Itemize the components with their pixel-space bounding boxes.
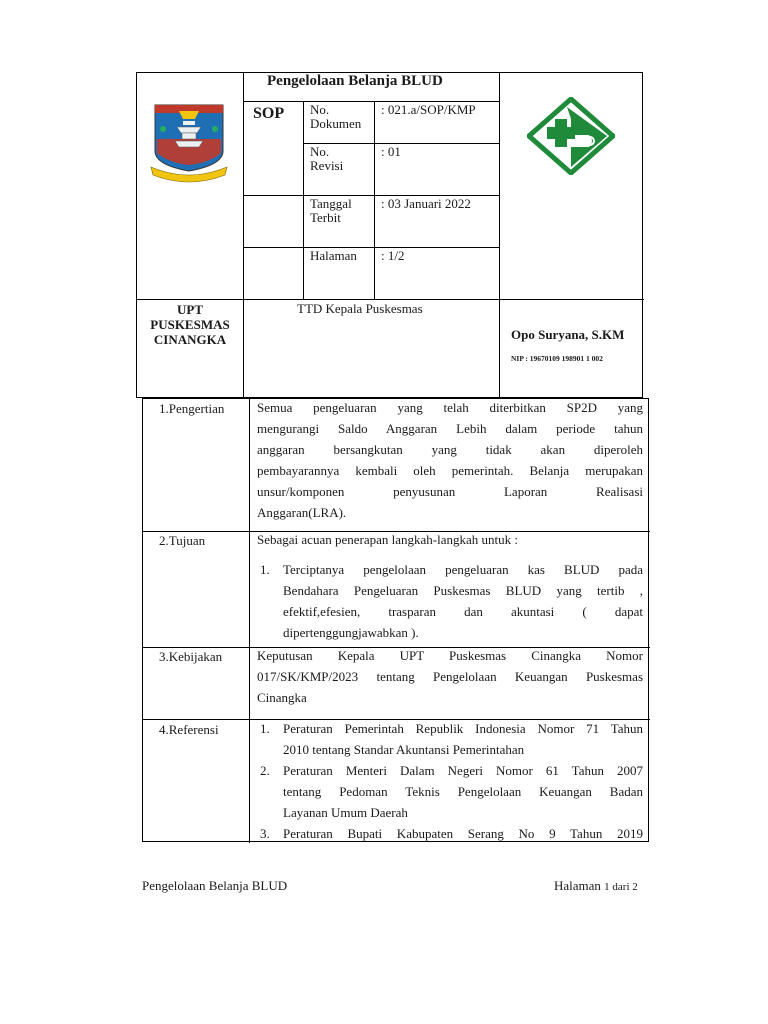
text-line: Peraturan Menteri Dalam Negeri Nomor 61 Tahun 2007 [283, 763, 643, 778]
section-body-tujuan [257, 529, 643, 643]
list-item [257, 760, 643, 823]
section-label-tujuan: 2.Tujuan [159, 533, 206, 548]
row-label-no-revisi: No. Revisi [310, 144, 344, 173]
text-line: Bendahara Pengeluaran Puskesmas BLUD yang tertib , [283, 583, 643, 598]
row-label-no-dokumen: No. Dokumen [310, 102, 362, 131]
text-line: Peraturan Pemerintah Republik Indonesia Nomor 71 Tahun [283, 721, 643, 736]
text-line: Semua pengeluaran yang telah diterbitkan SP2D yang [257, 400, 643, 415]
text-line: dipertenggungjawabkan ). [283, 625, 419, 640]
footer-page-number [554, 878, 638, 894]
signer-nip: NIP : 19670109 198901 1 002 [511, 354, 603, 363]
row-label-halaman: Halaman [310, 248, 357, 263]
row-value-tanggal-terbit: : 03 Januari 2022 [381, 196, 471, 211]
footer-page-value: 1 dari 2 [604, 881, 638, 893]
section-body-referensi [257, 718, 643, 844]
section-body-pengertian [257, 397, 643, 523]
list-item [257, 559, 643, 643]
ttd-label: TTD Kepala Puskesmas [297, 301, 423, 316]
text-line: Terciptanya pengelolaan pengeluaran kas BLUD pada [283, 562, 643, 577]
row-value-no-revisi: : 01 [381, 144, 401, 159]
text-line: unsur/komponen penyusunan Laporan Realisasi [257, 484, 643, 499]
text-line: pembayarannya kembali oleh pemerintah. Belanja merupakan [257, 463, 643, 478]
text-line: Peraturan Bupati Kabupaten Serang No 9 Tahun 2019 [283, 826, 643, 841]
section-body-kebijakan [257, 645, 643, 708]
list-number: 1. [260, 721, 270, 736]
unit-name: UPT PUSKESMAS CINANGKA [150, 302, 230, 347]
text-line: 2010 tentang Standar Akuntansi Pemerintahan [283, 742, 525, 757]
section-label-pengertian: 1.Pengertian [159, 401, 225, 416]
list-item [257, 718, 643, 760]
sop-content-table [142, 398, 649, 842]
list-item [257, 823, 643, 844]
sop-header-table [136, 72, 643, 398]
sop-label: SOP [253, 105, 285, 122]
list-number: 2. [260, 763, 270, 778]
list-number: 3. [260, 826, 270, 841]
section-label-referensi: 4.Referensi [159, 722, 219, 737]
text-line: mengurangi Saldo Anggaran Lebih dalam periode tahun [257, 421, 643, 436]
regency-emblem-icon [149, 99, 229, 183]
puskesmas-logo-icon [527, 97, 615, 175]
section-label-kebijakan: 3.Kebijakan [159, 649, 223, 664]
row-value-no-dokumen: : 021.a/SOP/KMP [381, 102, 476, 117]
text-line: Layanan Umum Daerah [283, 805, 408, 820]
text-line: 017/SK/KMP/2023 tentang Pengelolaan Keuangan Puskesmas [257, 669, 643, 684]
text-line: Anggaran(LRA). [257, 505, 347, 520]
signer-name: Opo Suryana, S.KM [511, 327, 625, 342]
text-line: Cinangka [257, 690, 307, 705]
footer-title: Pengelolaan Belanja BLUD [142, 878, 288, 893]
document-title: Pengelolaan Belanja BLUD [267, 73, 443, 89]
section-intro: Sebagai acuan penerapan langkah-langkah untuk : [257, 532, 518, 547]
footer-page-label: Halaman [554, 878, 601, 893]
row-value-halaman: : 1/2 [381, 248, 405, 263]
row-label-tanggal-terbit: Tanggal Terbit [310, 196, 352, 225]
text-line: efektif,efesien, trasparan dan akuntasi ( dapat [283, 604, 643, 619]
text-line: anggaran bersangkutan yang tidak akan diperoleh [257, 442, 643, 457]
list-number: 1. [260, 562, 270, 577]
text-line: tentang Pedoman Teknis Pengelolaan Keuangan Badan [283, 784, 643, 799]
text-line: Keputusan Kepala UPT Puskesmas Cinangka Nomor [257, 648, 643, 663]
